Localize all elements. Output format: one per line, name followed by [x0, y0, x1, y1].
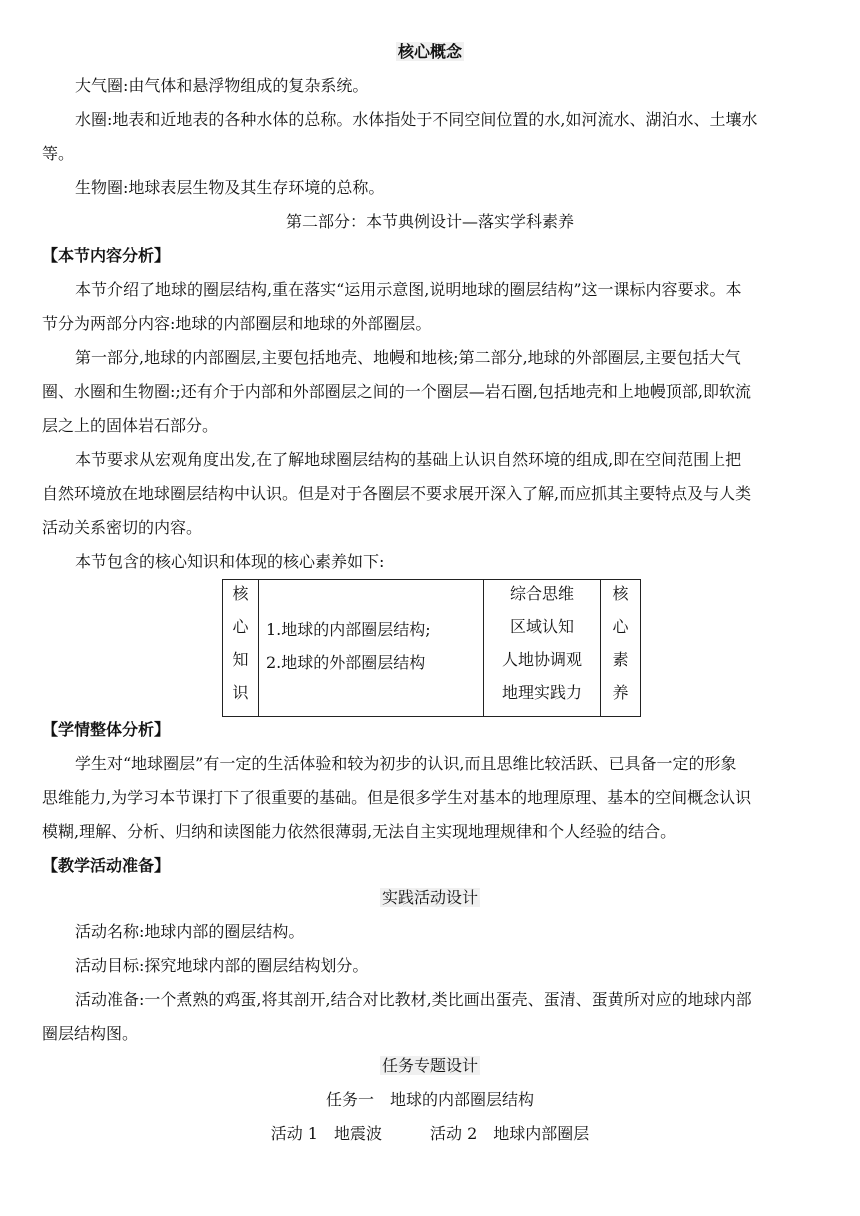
concept-hydrosphere-cont: 等。: [42, 144, 75, 163]
student-paragraph-line: 学生对“地球圈层”有一定的生活体验和较为初步的认识,而且思维比较活跃、已具备一定的形象: [75, 754, 737, 773]
competency-item: 综合思维: [509, 584, 574, 603]
concept-biosphere: 生物圈:地球表层生物及其生存环境的总称。: [75, 178, 385, 197]
competency-item: 人地协调观: [501, 650, 582, 669]
content-paragraph-line: 第一部分,地球的内部圈层,主要包括地壳、地幔和地核;第二部分,地球的外部圈层,主要包括大气: [75, 348, 741, 367]
core-competency-label: 核 心 素 养: [601, 580, 641, 717]
knowledge-item: 2.地球的外部圈层结构: [266, 653, 426, 672]
concept-atmosphere: 大气圈:由气体和悬浮物组成的复杂系统。: [75, 76, 369, 95]
section-student-analysis: 【学情整体分析】: [42, 720, 171, 739]
competency-item: 区域认知: [509, 617, 574, 636]
content-paragraph-line: 圈、水圈和生物圈:;还有介于内部和外部圈层之间的一个圈层—岩石圈,包括地壳和上地幔顶部,即软流: [42, 382, 751, 401]
activity-name: 活动名称:地球内部的圈层结构。: [75, 922, 305, 941]
content-paragraph-line: 本节要求从宏观角度出发,在了解地球圈层结构的基础上认识自然环境的组成,即在空间范围上把: [75, 450, 742, 469]
core-table: [222, 579, 641, 717]
competency-item: 地理实践力: [501, 683, 582, 702]
practice-title: 实践活动设计: [381, 888, 478, 907]
student-paragraph-line: 模糊,理解、分析、归纳和读图能力依然很薄弱,无法自主实现地理规律和个人经验的结合。: [42, 822, 677, 841]
activity-goal: 活动目标:探究地球内部的圈层结构划分。: [75, 956, 369, 975]
content-paragraph-line: 本节介绍了地球的圈层结构,重在落实“运用示意图,说明地球的圈层结构”这一课标内容要求。本: [75, 280, 742, 299]
core-knowledge-list: [259, 580, 484, 717]
task-one-title: 任务一 地球的内部圈层结构: [325, 1090, 534, 1109]
activity-prep: 活动准备:一个煮熟的鸡蛋,将其剖开,结合对比教材,类比画出蛋壳、蛋清、蛋黄所对应的地球内部: [75, 990, 752, 1009]
core-competency-list: [484, 580, 601, 717]
concept-hydrosphere: 水圈:地表和近地表的各种水体的总称。水体指处于不同空间位置的水,如河流水、湖泊水、土壤水: [75, 110, 758, 129]
content-paragraph-line: 活动关系密切的内容。: [42, 518, 203, 537]
core-concept-heading: 核心概念: [397, 42, 462, 61]
task-design-title: 任务专题设计: [381, 1056, 478, 1075]
section-content-analysis: 【本节内容分析】: [42, 246, 171, 265]
table-intro: 本节包含的核心知识和体现的核心素养如下:: [75, 552, 385, 571]
content-paragraph-line: 层之上的固体岩石部分。: [42, 416, 219, 435]
content-paragraph-line: 节分为两部分内容:地球的内部圈层和地球的外部圈层。: [42, 314, 432, 333]
knowledge-item: 1.地球的内部圈层结构;: [266, 620, 431, 639]
content-paragraph-line: 自然环境放在地球圈层结构中认识。但是对于各圈层不要求展开深入了解,而应抓其主要特点及与人类: [42, 484, 752, 503]
student-paragraph-line: 思维能力,为学习本节课打下了很重要的基础。但是很多学生对基本的地理原理、基本的空间概念认识: [42, 788, 752, 807]
activity-prep-cont: 圈层结构图。: [42, 1024, 139, 1043]
part-two-title: 第二部分：本节典例设计—落实学科素养: [285, 212, 574, 231]
core-knowledge-label: 核 心 知 识: [223, 580, 259, 717]
section-teaching-prep: 【教学活动准备】: [42, 856, 171, 875]
activities-line: 活动 1 地震波 活动 2 地球内部圈层: [270, 1124, 590, 1143]
